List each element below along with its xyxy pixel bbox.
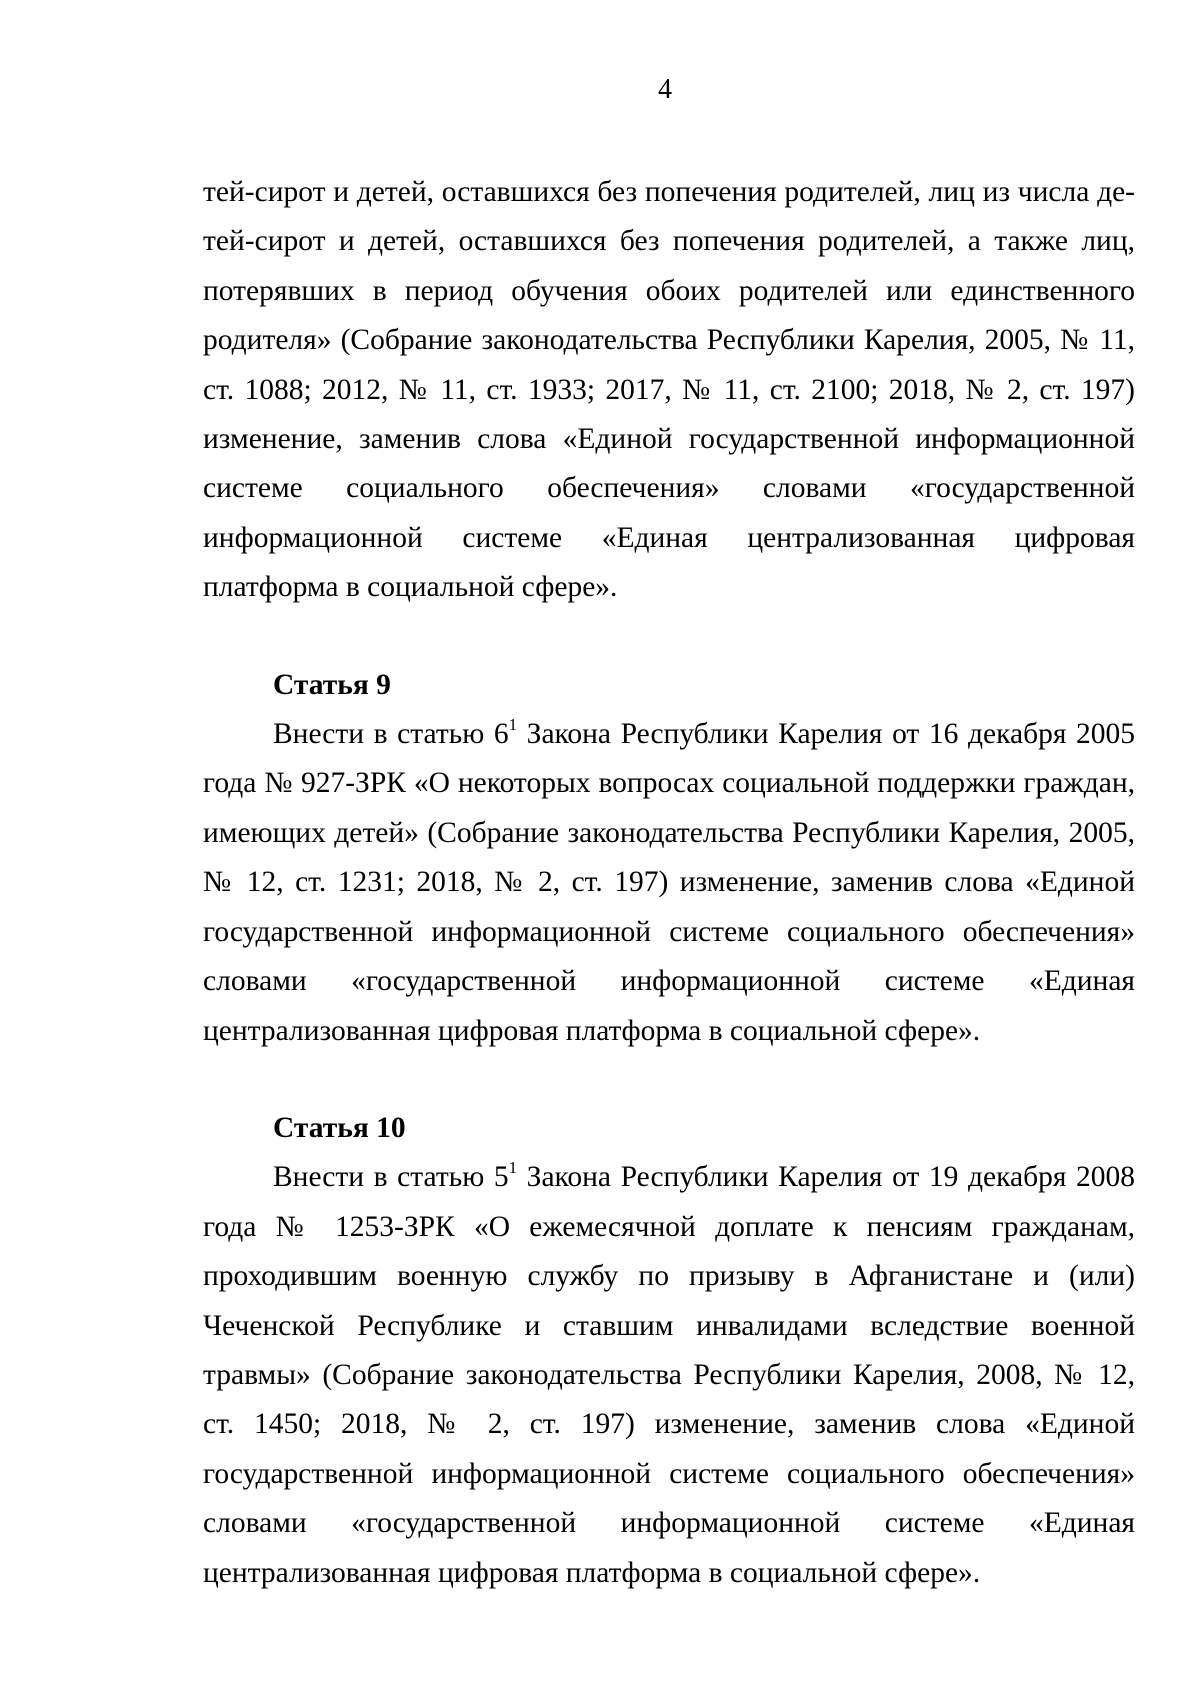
article-paragraph	[203, 1153, 1135, 1598]
continuation-paragraph: тей-сирот и детей, оставшихся без попечения родителей, лиц из числа детей-сирот и детей, оставшихся без попечения родителей, а также лиц, потерявших в период обучения обоих родителей или единственного родителя» (Собрание законодательства Республики Карелия, 2005, № 11, ст. 1088; 2012, № 11, ст. 1933; 2017, № 11, ст. 2100; 2018, № 2, ст. 197) изменение, заменив слова «Единой государственной информационной системе социального обеспечения» словами «государственной информационной системе «Единая централизованная цифровая платформа в социальной сфере».	[203, 176, 1135, 604]
page-number: 4	[658, 74, 672, 105]
article-text-start: Внести в статью 5	[273, 1161, 509, 1194]
article-heading: Статья 9	[273, 668, 391, 701]
superscript: 1	[508, 715, 518, 735]
article-text-rest: Закона Республики Карелия от 19 декабря 2008 года № 1253-ЗРК «О ежемесячной доплате к пенсиям гражданам, проходившим военную службу по призыву в Афганистане и (или) Чеченской Республике и ставшим инвалидами вследствие военной травмы» (Собрание законодательства Республики Карелия, 2008, № 12, ст. 1450; 2018, № 2, ст. 197) изменение, заменив слова «Единой государственной информационной системе социального обеспечения» словами «государственной информационной системе «Единая централизованная цифровая платформа в социальной сфере».	[203, 1161, 1135, 1589]
section-gap	[203, 613, 1135, 661]
document-body	[203, 168, 1135, 1598]
article-9	[203, 661, 1135, 1056]
section-gap	[203, 1056, 1135, 1104]
article-text-rest: Закона Республики Карелия от 16 декабря 2005 года № 927-ЗРК «О некоторых вопросах социальной поддержки граждан, имеющих детей» (Собрание законодательства Республики Карелия, 2005, № 12, ст. 1231; 2018, № 2, ст. 197) изменение, заменив слова «Единой государственной информационной системе социального обеспечения» словами «государственной информационной системе «Единая централизованная цифровая платформа в социальной сфере».	[203, 718, 1135, 1047]
article-10	[203, 1104, 1135, 1598]
article-paragraph	[203, 710, 1135, 1056]
article-text-start: Внести в статью 6	[273, 718, 509, 751]
superscript: 1	[508, 1158, 518, 1178]
article-heading: Статья 10	[273, 1111, 406, 1144]
